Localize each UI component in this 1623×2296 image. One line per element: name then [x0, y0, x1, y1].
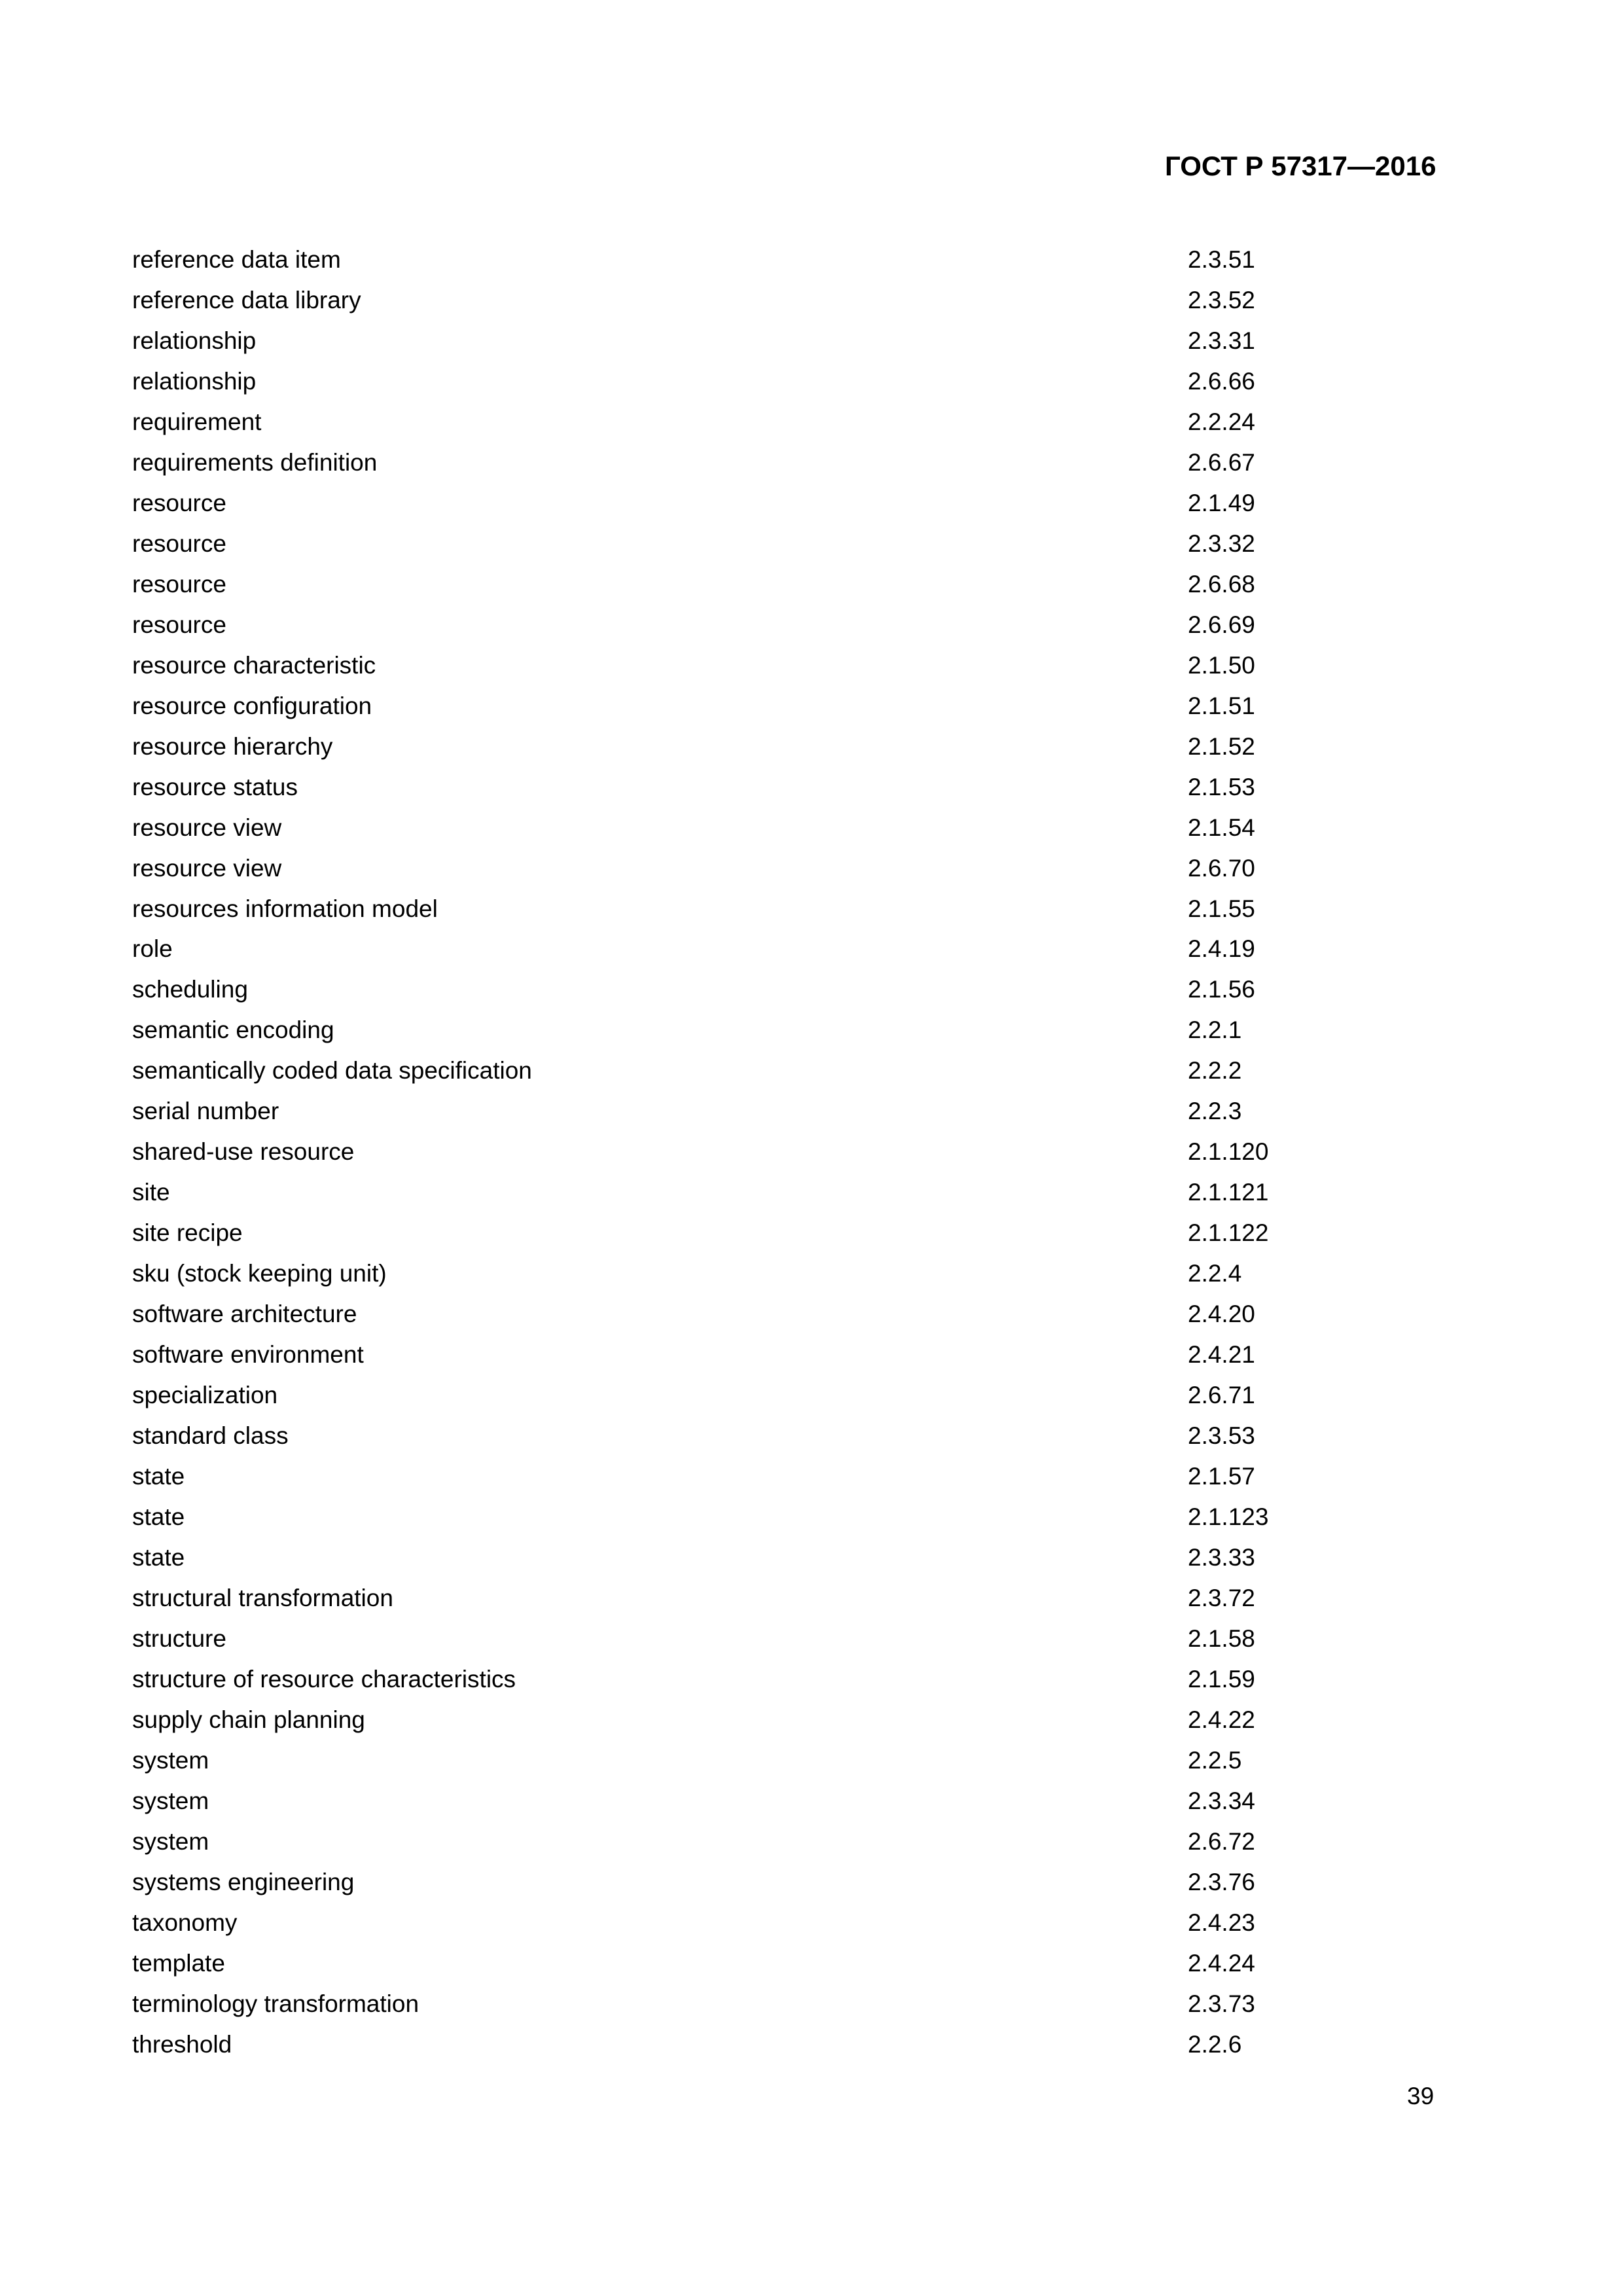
index-term: resource	[132, 570, 226, 598]
index-reference-number: 2.1.55	[1188, 895, 1255, 922]
index-row	[132, 1335, 1310, 1375]
index-reference-number: 2.3.51	[1188, 246, 1255, 273]
index-term: resource configuration	[132, 692, 372, 719]
index-row	[132, 483, 1310, 524]
index-reference-number: 2.6.66	[1188, 367, 1255, 395]
index-row	[132, 1700, 1310, 1740]
index-reference-number: 2.3.53	[1188, 1422, 1255, 1450]
index-row	[132, 1578, 1310, 1619]
index-term: shared-use resource	[132, 1138, 355, 1166]
index-term: site	[132, 1179, 170, 1206]
index-term: terminology transformation	[132, 1990, 419, 2017]
index-term: system	[132, 1787, 209, 1814]
index-reference-number: 2.1.123	[1188, 1503, 1269, 1531]
index-reference-number: 2.1.49	[1188, 489, 1255, 516]
index-reference-number: 2.1.122	[1188, 1219, 1269, 1247]
index-reference-number: 2.2.1	[1188, 1016, 1242, 1044]
index-reference-number: 2.1.120	[1188, 1138, 1269, 1166]
index-row	[132, 1903, 1310, 1943]
index-term: role	[132, 935, 173, 963]
index-reference-number: 2.3.73	[1188, 1990, 1255, 2017]
index-row	[132, 1010, 1310, 1050]
index-reference-number: 2.3.33	[1188, 1544, 1255, 1571]
index-reference-number: 2.1.52	[1188, 732, 1255, 760]
index-reference-number: 2.2.5	[1188, 1746, 1242, 1774]
index-reference-number: 2.3.31	[1188, 327, 1255, 354]
index-reference-number: 2.6.68	[1188, 570, 1255, 598]
index-term: specialization	[132, 1382, 278, 1409]
index-row	[132, 726, 1310, 767]
index-row	[132, 1253, 1310, 1294]
index-term: system	[132, 1746, 209, 1774]
index-term: scheduling	[132, 976, 248, 1003]
index-term: site recipe	[132, 1219, 243, 1247]
index-term: reference data library	[132, 286, 361, 314]
index-term: resources information model	[132, 895, 438, 922]
index-reference-number: 2.1.51	[1188, 692, 1255, 719]
index-reference-number: 2.1.59	[1188, 1665, 1255, 1693]
index-row	[132, 969, 1310, 1010]
index-row	[132, 1862, 1310, 1903]
index-term: state	[132, 1503, 185, 1531]
index-reference-number: 2.2.3	[1188, 1098, 1242, 1125]
index-reference-number: 2.2.24	[1188, 408, 1255, 435]
index-row	[132, 1821, 1310, 1862]
index-row	[132, 1416, 1310, 1456]
index-row	[132, 1132, 1310, 1172]
index-term: sku (stock keeping unit)	[132, 1260, 387, 1287]
index-term: state	[132, 1544, 185, 1571]
index-reference-number: 2.1.57	[1188, 1463, 1255, 1490]
index-row	[132, 442, 1310, 483]
index-term: software environment	[132, 1341, 364, 1369]
index-reference-number: 2.6.70	[1188, 854, 1255, 882]
index-row	[132, 645, 1310, 686]
index-term: software architecture	[132, 1300, 357, 1328]
index-reference-number: 2.4.23	[1188, 1909, 1255, 1936]
index-row	[132, 361, 1310, 402]
index-term: semantically coded data specification	[132, 1057, 532, 1085]
index-term: taxonomy	[132, 1909, 238, 1936]
index-reference-number: 2.6.71	[1188, 1382, 1255, 1409]
index-row	[132, 1213, 1310, 1253]
index-row	[132, 1091, 1310, 1132]
index-row	[132, 240, 1310, 280]
index-row	[132, 564, 1310, 605]
page-number: 39	[1407, 2083, 1435, 2109]
index-reference-number: 2.1.50	[1188, 651, 1255, 679]
index-term: relationship	[132, 327, 257, 354]
index-row	[132, 1294, 1310, 1335]
index-row	[132, 1984, 1310, 2024]
document-code-header: ГОСТ Р 57317—2016	[1165, 151, 1436, 181]
index-row	[132, 889, 1310, 929]
index-reference-number: 2.4.22	[1188, 1706, 1255, 1733]
index-term: requirements definition	[132, 448, 378, 476]
index-term: relationship	[132, 367, 257, 395]
index-row	[132, 1456, 1310, 1497]
index-reference-number: 2.6.67	[1188, 448, 1255, 476]
index-term: structure of resource characteristics	[132, 1665, 516, 1693]
index-term: resource hierarchy	[132, 732, 333, 760]
index-row	[132, 1375, 1310, 1416]
index-row	[132, 1497, 1310, 1537]
index-reference-number: 2.2.2	[1188, 1057, 1242, 1085]
index-reference-number: 2.1.54	[1188, 814, 1255, 841]
index-term: resource characteristic	[132, 651, 376, 679]
index-reference-number: 2.4.19	[1188, 935, 1255, 963]
index-row	[132, 1781, 1310, 1821]
index-term: resource	[132, 489, 226, 516]
index-reference-number: 2.2.6	[1188, 2030, 1242, 2058]
index-row	[132, 280, 1310, 321]
index-term: supply chain planning	[132, 1706, 365, 1733]
index-reference-number: 2.3.34	[1188, 1787, 1255, 1814]
index-row	[132, 1659, 1310, 1700]
index-term: requirement	[132, 408, 262, 435]
index-reference-number: 2.1.121	[1188, 1179, 1269, 1206]
index-term: resource view	[132, 854, 282, 882]
index-row	[132, 1050, 1310, 1091]
index-row	[132, 402, 1310, 442]
index-row	[132, 1619, 1310, 1659]
index-term: systems engineering	[132, 1868, 355, 1895]
index-row	[132, 808, 1310, 848]
index-reference-number: 2.2.4	[1188, 1260, 1242, 1287]
index-row	[132, 2024, 1310, 2065]
index-reference-number: 2.4.24	[1188, 1949, 1255, 1977]
index-reference-number: 2.6.72	[1188, 1827, 1255, 1855]
index-term: resource view	[132, 814, 282, 841]
index-term: resource	[132, 529, 226, 557]
index-term: standard class	[132, 1422, 289, 1450]
index-term: structure	[132, 1624, 226, 1652]
index-row	[132, 321, 1310, 361]
index-term: threshold	[132, 2030, 232, 2058]
index-reference-number: 2.3.72	[1188, 1584, 1255, 1611]
index-reference-number: 2.4.21	[1188, 1341, 1255, 1369]
index-term: state	[132, 1463, 185, 1490]
index-term: system	[132, 1827, 209, 1855]
index-reference-number: 2.4.20	[1188, 1300, 1255, 1328]
index-row	[132, 686, 1310, 726]
index-term: reference data item	[132, 246, 341, 273]
index-reference-number: 2.3.32	[1188, 529, 1255, 557]
index-row	[132, 1740, 1310, 1781]
index-row	[132, 605, 1310, 645]
index-reference-number: 2.1.56	[1188, 976, 1255, 1003]
index-term: semantic encoding	[132, 1016, 334, 1044]
index-reference-number: 2.3.52	[1188, 286, 1255, 314]
index-reference-number: 2.1.53	[1188, 773, 1255, 800]
index-term: serial number	[132, 1098, 279, 1125]
index-term: resource	[132, 611, 226, 638]
index-row	[132, 1537, 1310, 1578]
index-reference-number: 2.6.69	[1188, 611, 1255, 638]
index-term: template	[132, 1949, 225, 1977]
index-term: structural transformation	[132, 1584, 393, 1611]
index-term: resource status	[132, 773, 298, 800]
index-row	[132, 1943, 1310, 1984]
index-reference-number: 2.1.58	[1188, 1624, 1255, 1652]
index-row	[132, 848, 1310, 889]
index-row	[132, 929, 1310, 969]
term-index-list	[132, 240, 1310, 2065]
index-row	[132, 1172, 1310, 1213]
index-reference-number: 2.3.76	[1188, 1868, 1255, 1895]
index-row	[132, 767, 1310, 808]
index-row	[132, 524, 1310, 564]
